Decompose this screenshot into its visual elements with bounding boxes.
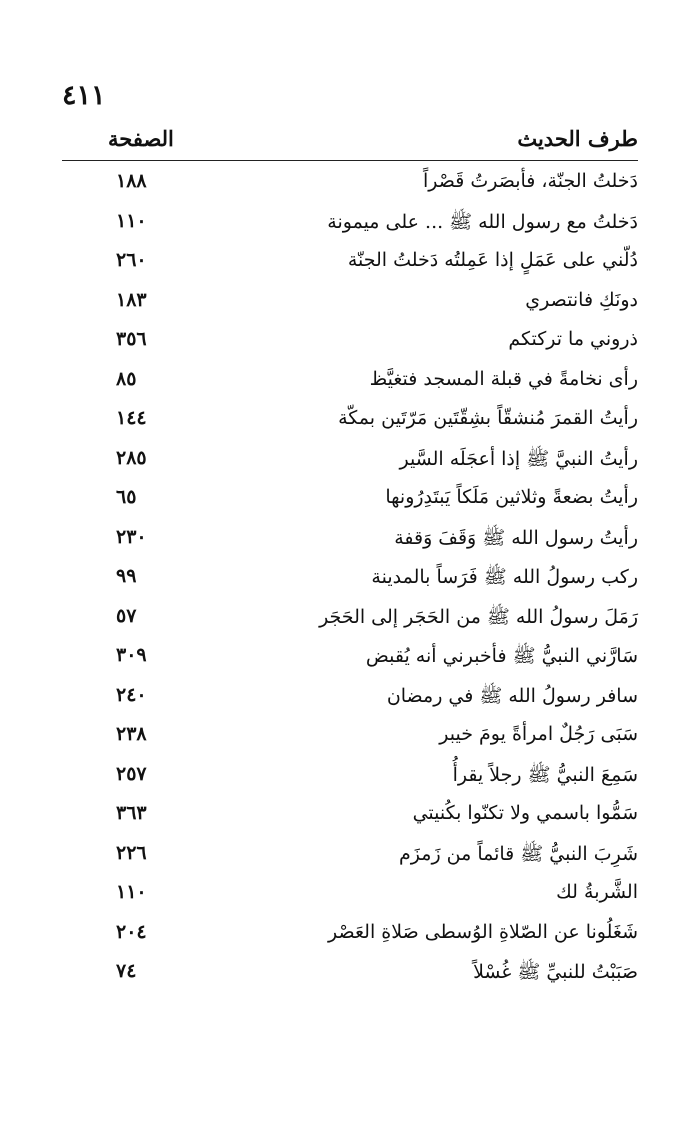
hadith-text: رَمَلَ رسولُ الله ﷺ من الحَجَر إلى الحَجَر: [319, 605, 638, 628]
hadith-text: رأى نخامةً في قبلة المسجد فتغيَّظ: [369, 367, 638, 390]
hadith-text: ذروني ما تركتكم: [508, 328, 638, 350]
hadith-text: سَمُّوا باسمي ولا تكنّوا بكُنيتي: [412, 802, 638, 824]
page-reference: ٣٥٦: [116, 328, 147, 350]
index-entry: [62, 324, 638, 364]
header-divider: [62, 160, 638, 161]
header-page-column: الصفحة: [108, 126, 174, 151]
page-reference: ٢٢٦: [116, 841, 147, 864]
hadith-text: شَرِبَ النبيُّ ﷺ قائماً من زَمزَم: [399, 842, 638, 865]
page-reference: ١١٠: [116, 209, 147, 232]
index-entry: [62, 285, 638, 325]
hadith-text: سافر رسولُ الله ﷺ في رمضان: [386, 684, 638, 707]
hadith-text: دَخلتُ الجنّة، فأبصَرتُ قَصْراً: [423, 170, 638, 192]
hadith-text: دُلّني على عَمَلٍ إذا عَمِلتُه دَخلتُ الجنّة: [347, 249, 638, 271]
hadith-text: رأيتُ بضعةً وثلاثين مَلَكاً يَبتَدِرُونها: [385, 486, 638, 508]
hadith-text: الشَّربةُ لك: [556, 881, 638, 903]
page-reference: ٨٥: [116, 367, 137, 390]
page-reference: ٢٦٠: [116, 249, 147, 271]
header-hadith-column: طرف الحديث: [517, 126, 638, 151]
index-entry: [62, 561, 638, 601]
index-entry: [62, 482, 638, 522]
page-reference: ٣٦٣: [116, 802, 147, 824]
page-reference: ١٤٤: [116, 407, 147, 429]
index-entry: [62, 443, 638, 483]
hadith-index-list: [62, 166, 638, 996]
hadith-text: رأيتُ النبيَّ ﷺ إذا أعجَلَه السَّير: [399, 447, 638, 470]
page-reference: ٢٠٤: [116, 920, 147, 943]
hadith-text: دَخلتُ مع رسول الله ﷺ ... على ميمونة: [327, 210, 638, 233]
hadith-text: سَمِعَ النبيُّ ﷺ رجلاً يقرأُ: [452, 763, 638, 786]
index-entry: [62, 877, 638, 917]
page-reference: ٥٧: [116, 604, 137, 627]
index-entry: [62, 917, 638, 957]
index-entry: [62, 956, 638, 996]
index-entry: [62, 759, 638, 799]
index-entry: [62, 403, 638, 443]
page-reference: ١١٠: [116, 881, 147, 903]
hadith-text: ركب رسولُ الله ﷺ فَرَساً بالمدينة: [371, 566, 638, 588]
index-entry: [62, 166, 638, 206]
page-reference: ٩٩: [116, 565, 137, 587]
page-reference: ٢٨٥: [116, 446, 147, 469]
page-reference: ٧٤: [116, 960, 137, 982]
hadith-text: شَغَلُونا عن الصّلاةِ الوُسطى صَلاةِ العَصْر: [328, 920, 638, 943]
index-entry: [62, 601, 638, 641]
index-entry: [62, 838, 638, 878]
index-entry: [62, 798, 638, 838]
hadith-text: رأيتُ القمرَ مُنشقّاً بشِقّتَين مَرّتَين بمكّة: [338, 407, 638, 429]
page-reference: ٣٠٩: [116, 644, 147, 666]
page-reference: ٢٣٠: [116, 525, 147, 548]
index-entry: [62, 640, 638, 680]
hadith-text: دونَكِ فانتصري: [525, 288, 638, 311]
hadith-text: رأيتُ رسول الله ﷺ وَقَفَ وَقفة: [394, 526, 638, 549]
hadith-text: سَبَى رَجُلٌ امرأةً يومَ خيبر: [439, 723, 638, 745]
page-reference: ٦٥: [116, 486, 137, 508]
index-entry: [62, 245, 638, 285]
page-reference: ١٨٣: [116, 288, 147, 311]
hadith-text: صَبَبْتُ للنبيِّ ﷺ غُسْلاً: [473, 961, 638, 983]
index-entry: [62, 364, 638, 404]
index-entry: [62, 680, 638, 720]
page-reference: ٢٤٠: [116, 683, 147, 706]
page-reference: ٢٣٨: [116, 723, 147, 745]
index-entry: [62, 719, 638, 759]
hadith-text: سَارَّني النبيُّ ﷺ فأخبرني أنه يُقبض: [365, 645, 638, 667]
index-header: [62, 126, 638, 158]
page-number: ٤١١: [62, 80, 106, 111]
page-reference: ٢٥٧: [116, 762, 147, 785]
page-reference: ١٨٨: [116, 170, 147, 192]
index-entry: [62, 206, 638, 246]
index-entry: [62, 522, 638, 562]
